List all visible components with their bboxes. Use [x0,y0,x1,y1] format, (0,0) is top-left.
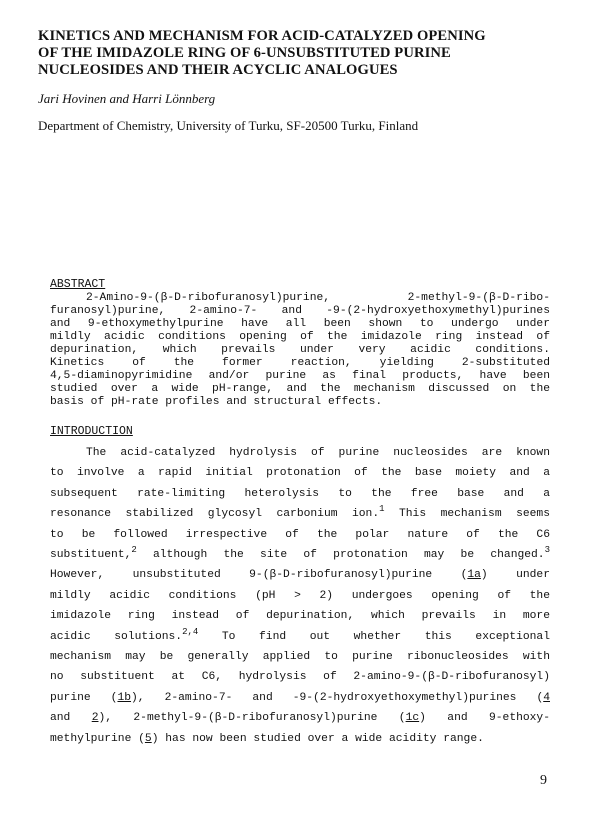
abstract-line: Kinetics of the former reaction, yielding 2-substituted [50,357,550,370]
text: ), 2-amino-7- and -9-(2-hydroxyethoxymethyl)purines ( [131,691,544,704]
compound-ref: 1a [467,569,481,582]
intro-line [50,504,550,524]
text: resonance stabilized glycosyl carbonium ion. [50,508,380,521]
compound-ref: 1c [405,712,420,725]
abstract-line: depurination, which prevails under very acidic conditions. [50,344,550,357]
intro-line: to involve a rapid initial protonation of the base moiety and a [50,467,550,480]
text: and [50,712,92,725]
compound-ref: 4 [543,691,550,704]
intro-line [50,729,550,749]
compound-ref: 5 [144,732,152,745]
intro-line [50,565,550,585]
intro-line: mechanism may be generally applied to purine ribonucleosides with [50,651,550,664]
compound-ref: 2 [91,712,99,725]
abstract-line: furanosyl)purine, 2-amino-7- and -9-(2-hydroxyethoxymethyl)purines [50,305,550,318]
abstract-line: mildly acidic conditions opening of the imidazole ring instead of [50,331,550,344]
intro-line: The acid-catalyzed hydrolysis of purine nucleosides are known [86,447,550,459]
intro-line: no substituent at C6, hydrolysis of 2-amino-9-(β-D-ribofuranosyl) [50,671,550,684]
text: purine ( [50,691,118,704]
text: However, unsubstituted 9-(β-D-ribofuranosyl)purine ( [50,569,468,582]
affiliation: Department of Chemistry, University of Turku, SF-20500 Turku, Finland [38,118,419,133]
abstract-heading: ABSTRACT [50,278,106,291]
text: To find out whether this exceptional [198,630,550,643]
intro-line [50,688,550,708]
introduction-heading: INTRODUCTION [50,425,133,438]
abstract-line: studied over a wide pH-range, and the mechanism discussed on the [50,383,550,396]
intro-line [50,545,550,565]
text: although the site of protonation may be changed. [136,549,545,562]
footnote-ref: 2,4 [182,626,199,637]
introduction-body [50,443,550,749]
text: ) and 9-ethoxy- [419,712,550,725]
title-line: OF THE IMIDAZOLE RING OF 6-UNSUBSTITUTED PURINE [38,45,451,61]
intro-line [50,627,550,647]
text: methylpurine ( [50,732,145,745]
abstract-line: 4,5-diaminopyrimidine and/or purine as final products, have been [50,370,550,383]
authors: Jari Hovinen and Harri Lönnberg [38,91,216,106]
compound-ref: 1b [117,691,132,704]
title-line: KINETICS AND MECHANISM FOR ACID-CATALYZED OPENING [38,28,486,44]
abstract-line: basis of pH-rate profiles and structural effects. [50,396,383,409]
intro-line: mildly acidic conditions (pH > 2) undergoes opening of the [50,589,550,602]
text: acidic solutions. [50,630,183,643]
intro-line: to be followed irrespective of the polar nature of the C6 [50,528,550,541]
footnote-ref: 3 [544,545,550,556]
abstract-line: and 9-ethoxymethylpurine have all been shown to undergo under [50,318,550,331]
footnote-ref: 1 [379,504,385,515]
text: This mechanism seems [384,508,550,521]
intro-line: imidazole ring instead of depurination, which prevails in more [50,610,550,623]
title-line: NUCLEOSIDES AND THEIR ACYCLIC ANALOGUES [38,62,398,78]
text: ) under [480,569,550,582]
abstract-body [50,292,550,409]
page-number: 9 [540,773,547,788]
text: ), 2-methyl-9-(β-D-ribofuranosyl)purine ( [98,712,406,725]
footnote-ref: 2 [131,545,137,556]
text: substituent, [50,549,132,562]
intro-line [50,708,550,728]
abstract-line: 2-Amino-9-(β-D-ribofuranosyl)purine, 2-methyl-9-(β-D-ribo- [86,292,550,304]
intro-line: subsequent rate-limiting heterolysis to the free base and a [50,487,550,500]
paper-title [38,28,568,79]
text: ) has now been studied over a wide acidity range. [151,732,484,745]
